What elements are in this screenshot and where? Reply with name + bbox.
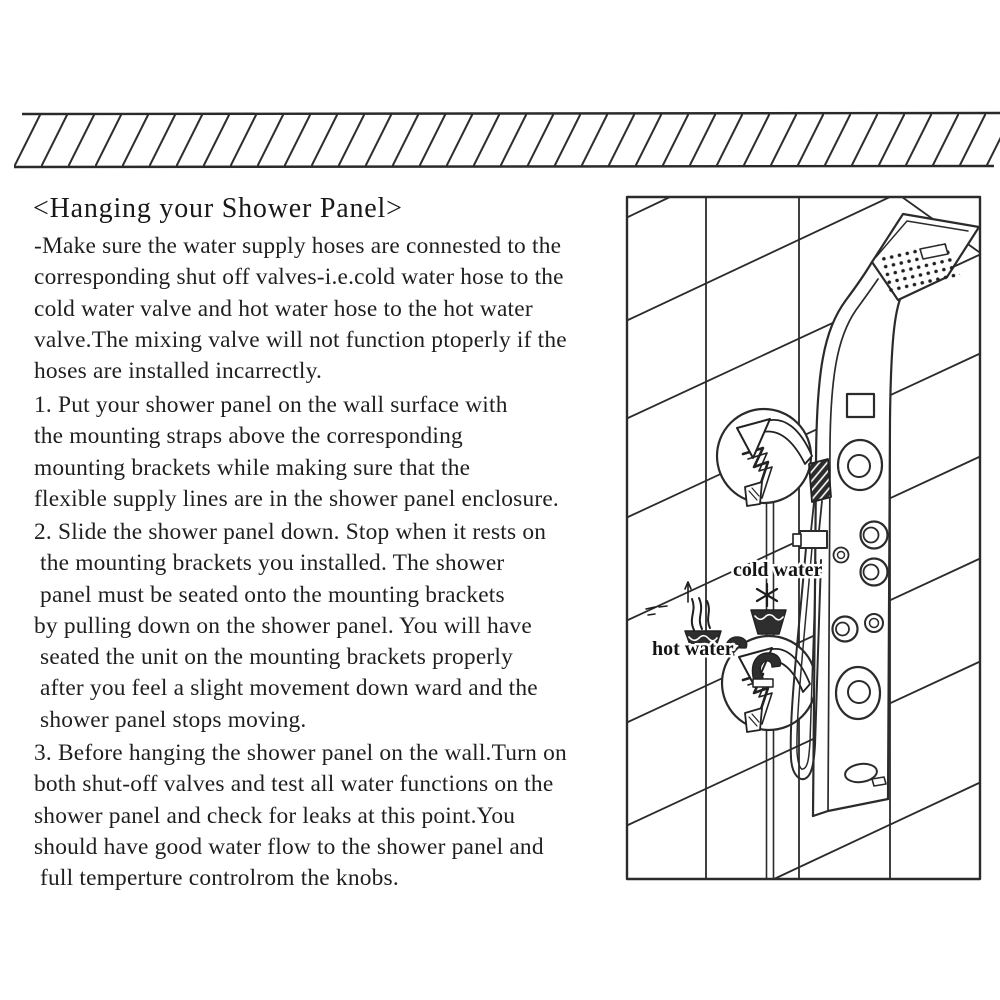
control-knob-center — [864, 528, 879, 543]
text-line: 1. Put your shower panel on the wall surface with — [34, 392, 508, 418]
step-1-paragraph — [34, 390, 559, 515]
band-top-rule — [22, 113, 1000, 114]
valve-body — [751, 610, 786, 634]
text-line: panel must be seated onto the mounting brackets — [34, 581, 505, 608]
text-line: corresponding shut off valves-i.e.cold water hose to the — [34, 264, 564, 291]
body-jet-center — [838, 552, 845, 559]
hatch-stripes — [14, 113, 1000, 167]
text-line: full temperture controlrom the knobs. — [34, 865, 399, 892]
text-line: 2. Slide the shower panel down. Stop when it rests on — [34, 519, 547, 545]
text-line: seated the unit on the mounting brackets properly — [34, 644, 513, 671]
step-2-paragraph — [34, 517, 546, 736]
text-line: by pulling down on the shower panel. You will have — [34, 612, 532, 639]
text-line: shower panel and check for leaks at this point.You — [34, 802, 516, 829]
text-line: mounting brackets while making sure that the — [34, 454, 471, 481]
intro-paragraph — [34, 231, 567, 387]
text-line: flexible supply lines are in the shower panel enclosure. — [34, 485, 559, 512]
text-line: should have good water flow to the shower panel and — [34, 833, 544, 860]
diverter-knob-center — [848, 681, 870, 703]
shower-panel-diagram — [620, 192, 988, 888]
display-screen — [847, 394, 874, 417]
text-line: after you feel a slight movement down ward and the — [34, 675, 538, 702]
text-line: cold water valve and hot water hose to the hot water — [34, 295, 533, 322]
page-title: <Hanging your Shower Panel> — [33, 193, 403, 224]
body-jet-center — [870, 619, 879, 628]
panel-mounting-bracket — [809, 459, 831, 502]
control-knob-center — [836, 623, 849, 636]
text-line: the mounting straps above the corresponding — [34, 423, 463, 450]
text-line: -Make sure the water supply hoses are connested to the — [34, 233, 562, 259]
text-line: 3. Before hanging the shower panel on the wall.Turn on — [34, 740, 567, 766]
text-line: both shut-off valves and test all water functions on the — [34, 771, 554, 798]
text-line: hoses are installed incarrectly. — [34, 358, 323, 385]
step-3-paragraph — [34, 738, 567, 894]
text-line: valve.The mixing valve will not function ptoperly if the — [34, 326, 567, 353]
thermostat-knob-center — [848, 455, 870, 477]
hot-water-label: hot water — [652, 638, 734, 660]
text-line: shower panel stops moving. — [34, 706, 307, 733]
cold-water-label: cold water — [733, 559, 823, 581]
hatched-divider — [14, 111, 1000, 169]
text-line: the mounting brackets you installed. The shower — [34, 550, 505, 577]
band-bottom-rule — [14, 166, 994, 167]
control-knob-center — [864, 565, 879, 580]
